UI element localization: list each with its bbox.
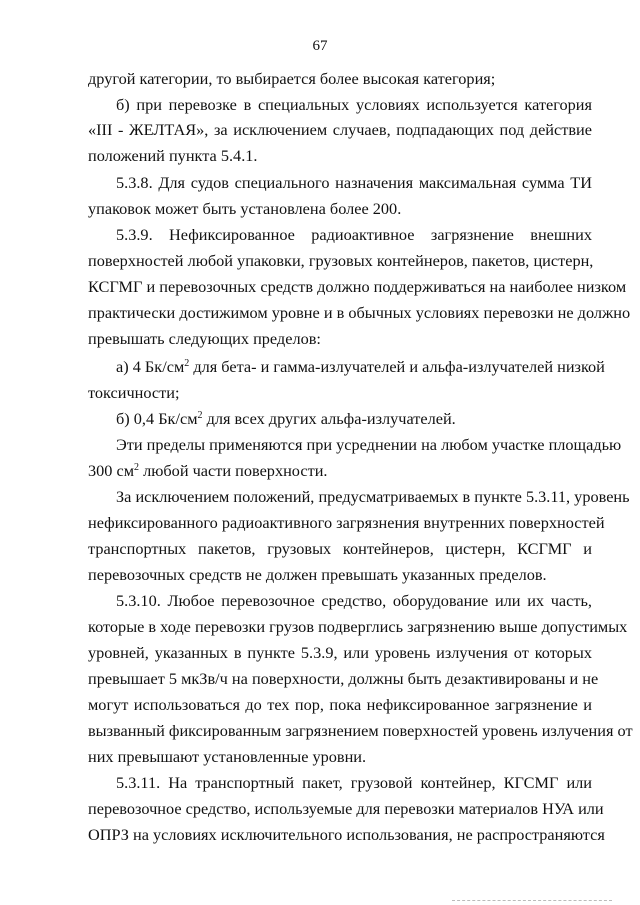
text-line: 5.3.10. Любое перевозочное средство, оборудование или их часть, <box>116 591 592 610</box>
text-line: могут использоваться до тех пор, пока нефиксированное загрязнение и <box>88 695 592 714</box>
text-line: уровней, указанных в пункте 5.3.9, или уровень излучения от которых <box>88 643 592 662</box>
text-line: «III - ЖЕЛТАЯ», за исключением случаев, подпадающих под действие <box>88 120 592 139</box>
text-line: перевозочное средство, используемые для перевозки материалов НУА или <box>88 799 604 818</box>
text-line: превышать следующих пределов: <box>88 329 321 348</box>
text-line: 5.3.9. Нефиксированное радиоактивное загрязнение внешних <box>116 225 592 244</box>
text-line: вызванный фиксированным загрязнением поверхностей уровень излучения от <box>88 721 633 740</box>
scan-edge-mark <box>452 900 612 901</box>
text-line: них превышают установленные уровни. <box>88 747 367 766</box>
text-line: перевозочных средств не должен превышать указанных пределов. <box>88 565 547 584</box>
text-line: положений пункта 5.4.1. <box>88 146 258 165</box>
text-line: поверхностей любой упаковки, грузовых контейнеров, пакетов, цистерн, <box>88 251 594 270</box>
text-line: а) 4 $Бк/см^2$ для бета- и гамма-излучателей и альфа-излучателей низкой <box>116 357 605 376</box>
text-line: КСГМГ и перевозочных средств должно поддерживаться на наиболее низком <box>88 277 627 296</box>
text-line: практически достижимом уровне и в обычных условиях перевозки не должно <box>88 303 631 322</box>
text-line: За исключением положений, предусматриваемых в пункте 5.3.11, уровень <box>116 487 630 506</box>
text-line: другой категории, то выбирается более высокая категория; <box>88 69 496 88</box>
text-line: ОПРЗ на условиях исключительного использования, не распространяются <box>88 825 605 844</box>
page-number: 67 <box>312 38 328 54</box>
text-line: упаковок может быть установлена более 200. <box>88 199 402 218</box>
text-line: которые в ходе перевозки грузов подверглись загрязнению выше допустимых <box>88 617 628 636</box>
text-line: транспортных пакетов, грузовых контейнеров, цистерн, КСГМГ и <box>88 539 592 558</box>
text-line: 300 $см^2$ любой части поверхности. <box>88 461 328 480</box>
text-line: б) 0,4 $Бк/см^2$ для всех других альфа-излучателей. <box>116 409 456 428</box>
text-line: токсичности; <box>88 383 180 402</box>
text-line: превышает 5 мкЗв/ч на поверхности, должны быть дезактивированы и не <box>88 669 599 688</box>
text-line: нефиксированного радиоактивного загрязнения внутренних поверхностей <box>88 513 605 532</box>
text-line: б) при перевозке в специальных условиях используется категория <box>116 95 592 114</box>
text-line: Эти пределы применяются при усреднении на любом участке площадью <box>116 435 622 454</box>
text-line: 5.3.11. На транспортный пакет, грузовой контейнер, КГСМГ или <box>116 773 592 792</box>
text-line: 5.3.8. Для судов специального назначения максимальная сумма ТИ <box>116 173 592 192</box>
